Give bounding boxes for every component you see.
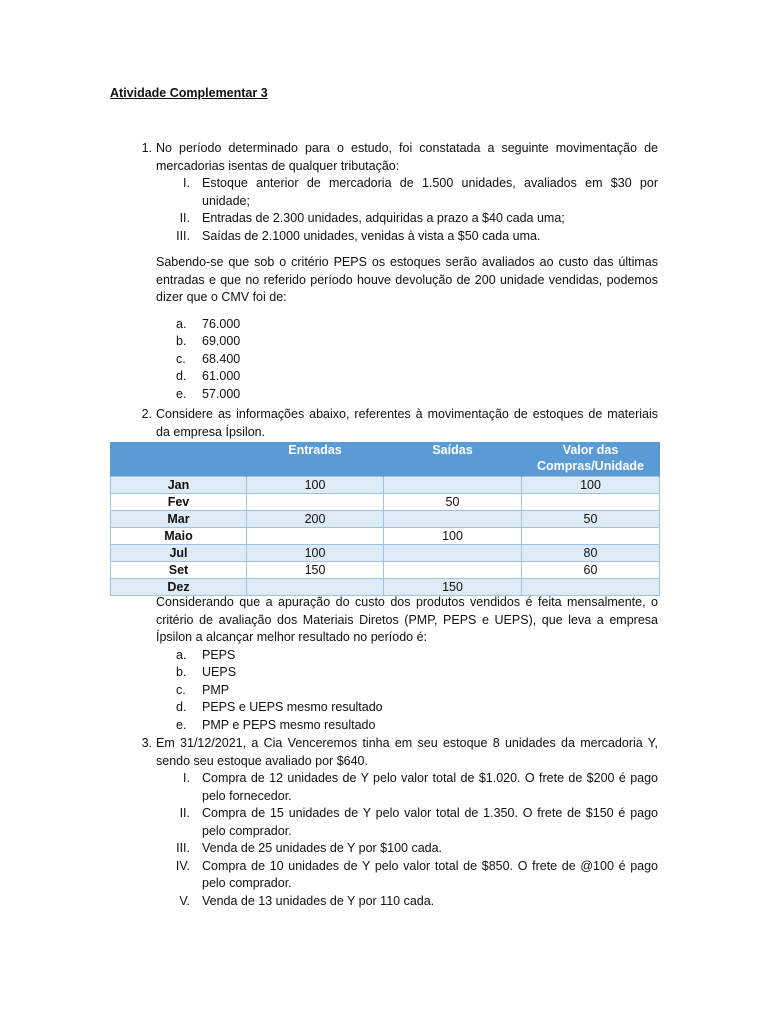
list-item-text: Entradas de 2.300 unidades, adquiridas a prazo a $40 cada uma;	[202, 211, 565, 225]
list-item	[110, 858, 658, 893]
roman-numeral: III.	[176, 841, 190, 855]
answer-option	[110, 699, 658, 717]
table-cell: Fev	[111, 494, 247, 511]
option-letter: b.	[176, 665, 187, 679]
option-text: PMP e PEPS mesmo resultado	[202, 717, 376, 732]
table-cell: 100	[522, 477, 660, 494]
table-row	[111, 545, 660, 562]
roman-numeral: II.	[179, 211, 190, 225]
roman-numeral: III.	[176, 228, 190, 243]
table-cell: 150	[247, 562, 384, 579]
table-cell	[522, 494, 660, 511]
table-cell	[247, 494, 384, 511]
table-cell: 100	[384, 528, 522, 545]
answer-option	[110, 664, 658, 682]
answer-option	[110, 386, 658, 404]
option-text: PMP	[202, 682, 230, 697]
table-cell	[384, 562, 522, 579]
question-2	[110, 406, 658, 441]
list-item-text: Estoque anterior de mercadoria de 1.500 unidades, avaliados em $30 por unidade;	[202, 176, 658, 208]
answer-option	[110, 351, 658, 369]
question-paragraph: Considerando que a apuração do custo dos produtos vendidos é feita mensalmente, o critério de avaliação dos Materiais Diretos (PMP, PEPS e UEPS), que leva a empresa Ípsilon a alcançar melhor resultado no período é:	[156, 595, 658, 644]
list-item	[110, 175, 658, 210]
answer-option	[110, 647, 658, 665]
inventory-table	[110, 442, 660, 596]
list-item-text: Saídas de 2.1000 unidades, venidas à vista a $50 cada uma.	[202, 228, 541, 243]
answer-options	[110, 316, 658, 404]
table-cell: Set	[111, 562, 247, 579]
roman-numeral: I.	[183, 176, 190, 190]
table-cell: Dez	[111, 579, 247, 596]
roman-numeral: I.	[183, 771, 190, 785]
list-item	[110, 770, 658, 805]
question-text: Em 31/12/2021, a Cia Venceremos tinha em seu estoque 8 unidades da mercadoria Y, sendo seu estoque avaliado por $640.	[156, 736, 658, 768]
table-cell: Mar	[111, 511, 247, 528]
answer-option	[110, 682, 658, 700]
table-cell: 100	[247, 545, 384, 562]
roman-numeral: V.	[179, 893, 190, 908]
table-row	[111, 494, 660, 511]
table-cell	[247, 579, 384, 596]
option-text: UEPS	[202, 665, 237, 679]
table-cell: 100	[247, 477, 384, 494]
question-number: 1.	[141, 141, 152, 155]
table-cell: Maio	[111, 528, 247, 545]
list-item-text: Compra de 10 unidades de Y pelo valor total de $850. O frete de @100 é pago pelo comprador.	[202, 858, 658, 890]
question-paragraph: Sabendo-se que sob o critério PEPS os estoques serão avaliados ao custo das últimas entradas e que no referido período houve devolução de 200 unidade vendidas, podemos dizer que o CMV foi de:	[156, 255, 658, 304]
question-1	[110, 140, 658, 403]
option-letter: b.	[176, 334, 187, 348]
list-item-text: Venda de 13 unidades de Y por 110 cada.	[202, 893, 435, 908]
document-title: Atividade Complementar 3	[110, 86, 268, 100]
answer-option	[110, 333, 658, 351]
option-text: 68.400	[202, 351, 241, 366]
table-cell	[522, 579, 660, 596]
table-cell	[384, 477, 522, 494]
question-text: Considere as informações abaixo, referentes à movimentação de estoques de materiais da empresa Ípsilon.	[156, 407, 658, 439]
option-letter: d.	[176, 369, 187, 383]
table-cell	[384, 545, 522, 562]
option-letter: e.	[176, 386, 187, 401]
table-row	[111, 579, 660, 596]
list-item	[110, 805, 658, 840]
table-cell: 150	[384, 579, 522, 596]
list-item	[110, 840, 658, 858]
table-row	[111, 562, 660, 579]
question-3	[110, 735, 658, 910]
table-cell	[522, 528, 660, 545]
table-cell	[247, 528, 384, 545]
question-2-continued	[110, 594, 658, 734]
table-cell	[384, 511, 522, 528]
option-text: PEPS e UEPS mesmo resultado	[202, 700, 383, 714]
option-letter: a.	[176, 316, 187, 331]
answer-option	[110, 316, 658, 334]
option-text: 57.000	[202, 386, 241, 401]
table-cell: 80	[522, 545, 660, 562]
answer-options	[110, 647, 658, 735]
list-item-text: Compra de 12 unidades de Y pelo valor total de $1.020. O frete de $200 é pago pelo fornecedor.	[202, 771, 658, 803]
option-text: 76.000	[202, 316, 241, 331]
table-row	[111, 511, 660, 528]
table-cell: 50	[384, 494, 522, 511]
option-letter: a.	[176, 647, 187, 662]
table-cell: Jul	[111, 545, 247, 562]
table-row	[111, 477, 660, 494]
list-item-text: Venda de 25 unidades de Y por $100 cada.	[202, 841, 443, 855]
table-header-cell: Valor das Compras/Unidade	[522, 442, 660, 477]
question-text: No período determinado para o estudo, foi constatada a seguinte movimentação de mercadorias isentas de qualquer tributação:	[156, 141, 658, 173]
table-row	[111, 528, 660, 545]
question-number: 2.	[141, 407, 152, 421]
roman-numeral: II.	[179, 806, 190, 820]
list-item	[110, 893, 658, 911]
option-letter: d.	[176, 700, 187, 714]
roman-numeral: IV.	[175, 858, 190, 873]
table-header-row	[111, 442, 660, 477]
table-cell: Jan	[111, 477, 247, 494]
option-text: 69.000	[202, 334, 241, 348]
table-header-cell: Entradas	[247, 442, 384, 477]
option-letter: e.	[176, 717, 187, 732]
table-cell: 60	[522, 562, 660, 579]
list-item	[110, 210, 658, 228]
table-cell: 200	[247, 511, 384, 528]
list-item	[110, 228, 658, 246]
answer-option	[110, 717, 658, 735]
option-text: PEPS	[202, 647, 236, 662]
option-letter: c.	[176, 682, 186, 697]
table-header-cell: Saídas	[384, 442, 522, 477]
table-cell: 50	[522, 511, 660, 528]
option-text: 61.000	[202, 369, 241, 383]
question-number: 3.	[141, 736, 152, 750]
list-item-text: Compra de 15 unidades de Y pelo valor total de 1.350. O frete de $150 é pago pelo comprador.	[202, 806, 658, 838]
answer-option	[110, 368, 658, 386]
table-header-cell	[111, 442, 247, 477]
option-letter: c.	[176, 351, 186, 366]
